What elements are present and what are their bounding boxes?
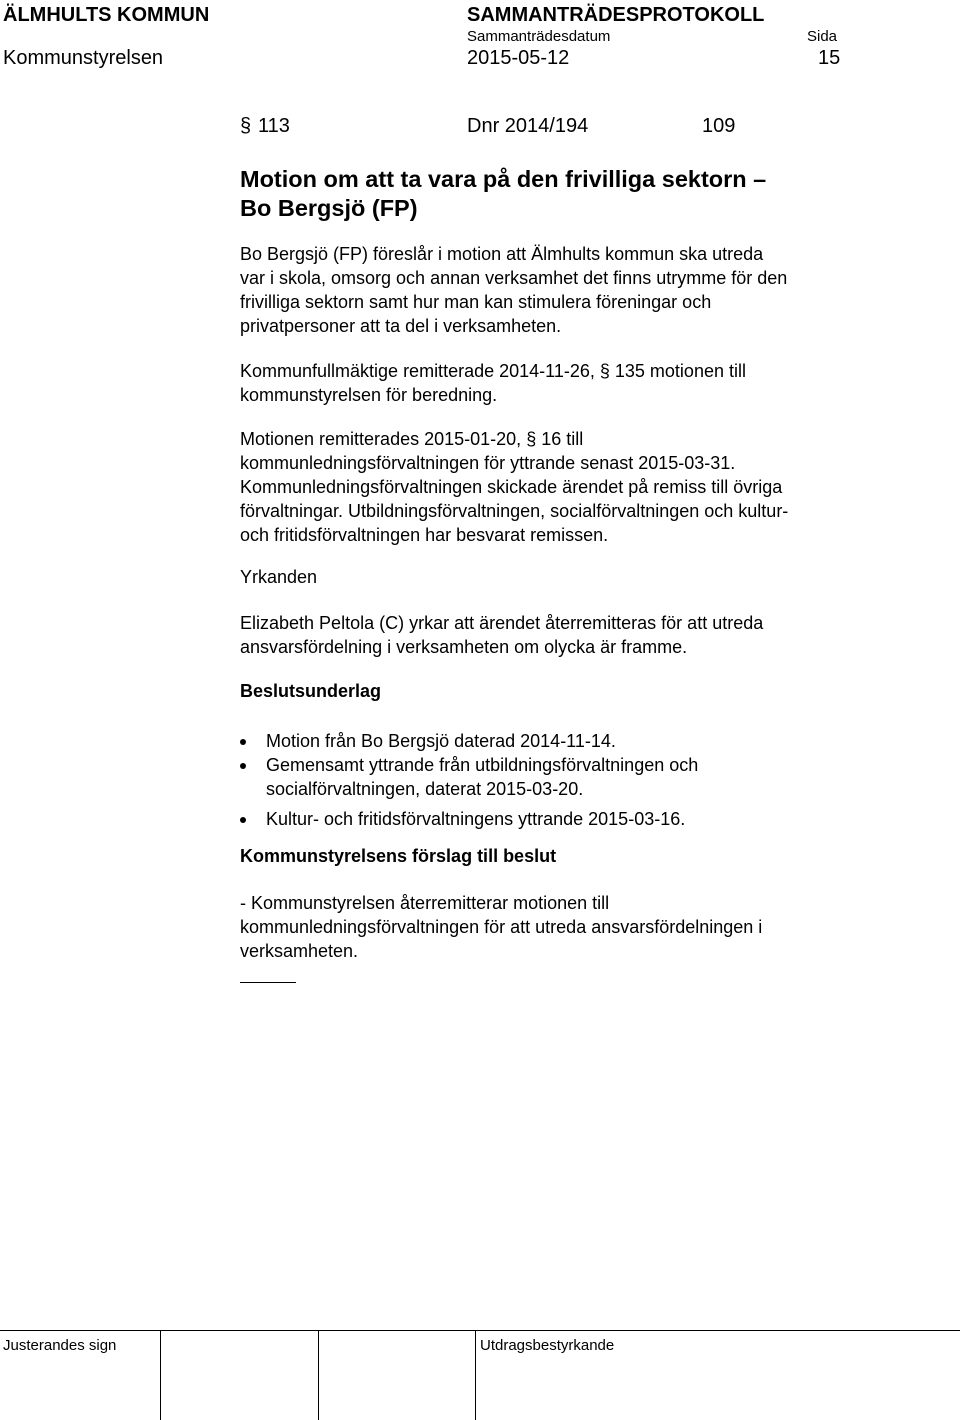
text-segment: 16 till xyxy=(541,429,584,449)
consultation-paragraph xyxy=(240,427,840,547)
list-item-text: Motion från Bo Bergsjö daterad 2014-11-14. xyxy=(266,731,616,751)
title-line-2: Bo Bergsjö (FP) xyxy=(240,195,418,221)
text-line: var i skola, omsorg och annan verksamhet det finns utrymme för den xyxy=(240,268,788,288)
text-line: Elizabeth Peltola (C) yrkar att ärendet återremitteras för att utreda xyxy=(240,613,764,633)
meeting-date: 2015-05-12 xyxy=(467,47,570,69)
text-line: privatpersoner att ta del i verksamheten. xyxy=(240,316,562,336)
footer-divider xyxy=(0,1330,960,1331)
beslutsunderlag-heading: Beslutsunderlag xyxy=(240,681,382,701)
footer-divider xyxy=(318,1331,319,1420)
motion-summary-paragraph xyxy=(240,242,840,338)
page-label: Sida xyxy=(807,28,838,45)
body-name: Kommunstyrelsen xyxy=(3,47,164,69)
proposal-paragraph xyxy=(240,891,840,963)
bullet-icon xyxy=(240,763,246,769)
list-item xyxy=(240,729,698,753)
end-rule xyxy=(240,982,296,983)
text-line: frivilliga sektorn samt hur man kan stimulera föreningar och xyxy=(240,292,712,312)
paragraph-symbol: § xyxy=(240,115,252,137)
text-line: kommunledningsförvaltningen för yttrande senast 2015-03-31. xyxy=(240,453,736,473)
bullet-icon xyxy=(240,739,246,745)
document-type: SAMMANTRÄDESPROTOKOLL xyxy=(467,4,765,26)
footer-divider xyxy=(160,1331,161,1420)
section-symbol: § xyxy=(526,429,537,449)
bullet-icon xyxy=(240,817,246,823)
paragraph-number: 113 xyxy=(258,115,290,137)
text-line: ansvarsfördelning i verksamheten om olycka är framme. xyxy=(240,637,688,657)
organization-name: ÄLMHULTS KOMMUN xyxy=(3,4,210,26)
list-item-text: socialförvaltningen, daterat 2015-03-20. xyxy=(266,779,584,799)
text-line: Kommunledningsförvaltningen skickade ärendet på remiss till övriga xyxy=(240,477,783,497)
text-line: och fritidsförvaltningen har besvarat remissen. xyxy=(240,525,609,545)
page-title xyxy=(240,165,766,223)
sign-label: Justerandes sign xyxy=(3,1337,117,1354)
title-line-1: Motion om att ta vara på den frivilliga sektorn – xyxy=(240,166,767,192)
text-line: förvaltningar. Utbildningsförvaltningen, socialförvaltningen och kultur- xyxy=(240,501,789,521)
beslutsunderlag-list xyxy=(240,729,698,831)
meeting-date-label: Sammanträdesdatum xyxy=(467,28,611,45)
section-symbol: § xyxy=(599,361,610,381)
text-segment: Kommunfullmäktige remitterade 2014-11-26, xyxy=(240,361,595,381)
text-line: kommunstyrelsen för beredning. xyxy=(240,385,498,405)
text-segment: 135 motionen till xyxy=(614,361,746,381)
footer-divider xyxy=(475,1331,476,1420)
yrkanden-paragraph xyxy=(240,611,840,659)
text-line: Bo Bergsjö (FP) föreslår i motion att Älmhults kommun ska utreda xyxy=(240,244,764,264)
list-item-text: Gemensamt yttrande från utbildningsförvaltningen och xyxy=(266,755,699,775)
list-item xyxy=(240,807,698,831)
page-number: 15 xyxy=(818,47,841,69)
text-segment: Motionen remitterades 2015-01-20, xyxy=(240,429,522,449)
text-line: kommunledningsförvaltningen för att utreda ansvarsfördelningen i xyxy=(240,917,763,937)
case-code: 109 xyxy=(702,115,736,137)
proposal-heading: Kommunstyrelsens förslag till beslut xyxy=(240,846,557,866)
text-line: - Kommunstyrelsen återremitterar motionen till xyxy=(240,893,610,913)
yrkanden-heading: Yrkanden xyxy=(240,567,318,587)
diary-number: Dnr 2014/194 xyxy=(467,115,589,137)
list-item-text: Kultur- och fritidsförvaltningens yttrande 2015-03-16. xyxy=(266,809,686,829)
referral-paragraph xyxy=(240,359,840,407)
list-item xyxy=(240,753,698,801)
extract-certification-label: Utdragsbestyrkande xyxy=(480,1337,615,1354)
text-line: verksamheten. xyxy=(240,941,359,961)
